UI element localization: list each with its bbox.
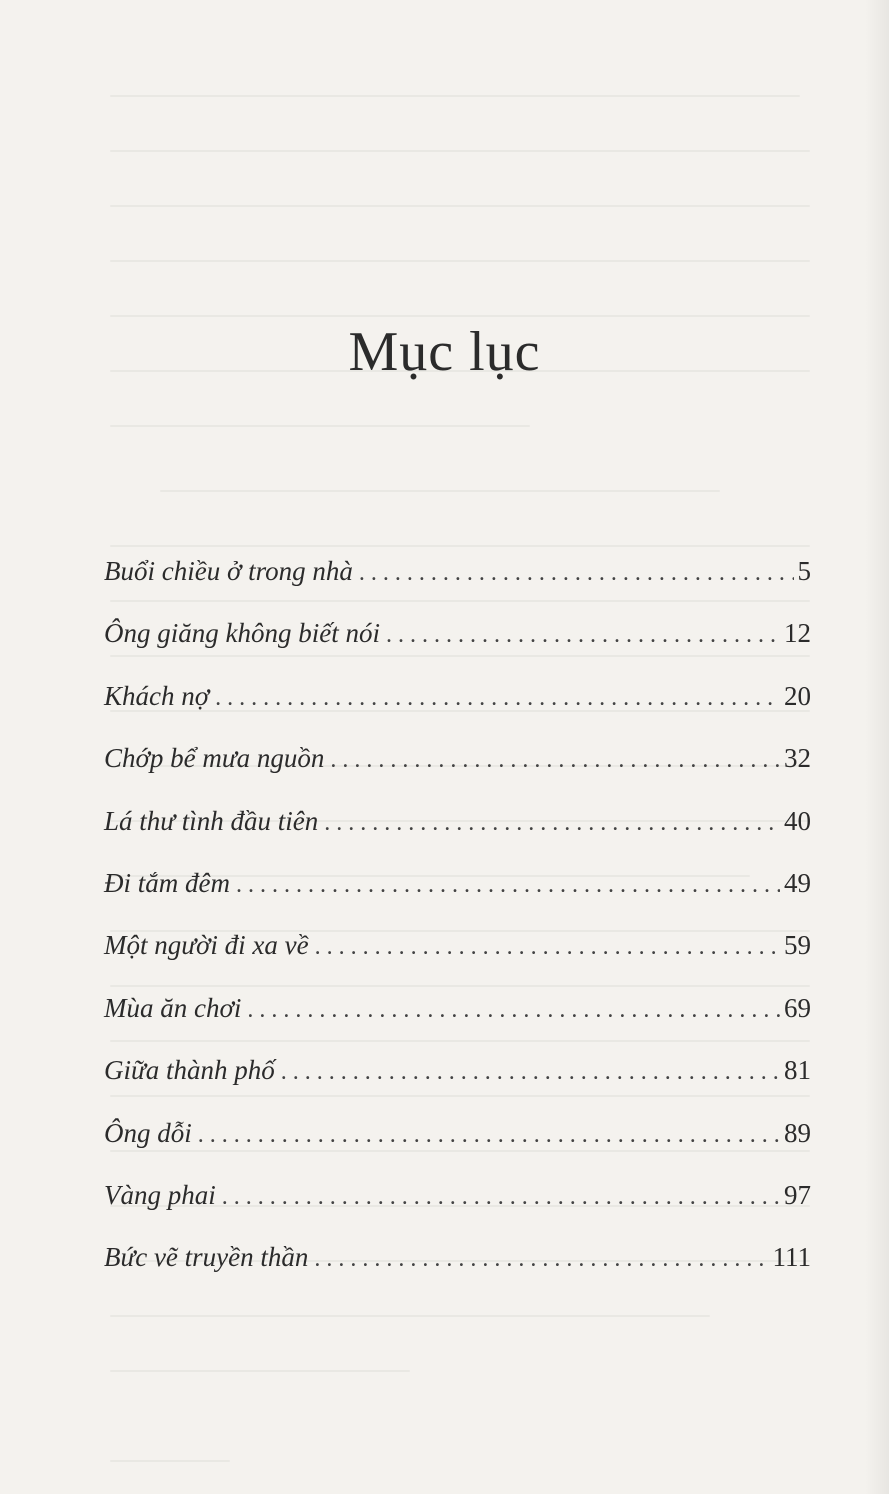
- toc-entry-title: Bức vẽ truyền thần: [104, 1242, 309, 1273]
- toc-entry-title: Đi tắm đêm: [104, 867, 230, 898]
- toc-leader-dots: [386, 622, 780, 649]
- toc-entry-title: Giữa thành phố: [104, 1055, 275, 1086]
- toc-leader-dots: [247, 997, 780, 1024]
- toc-leader-dots: [324, 810, 780, 837]
- toc-entry[interactable]: [104, 868, 811, 930]
- toc-leader-dots: [314, 1246, 768, 1273]
- toc-entry-page: 97: [784, 1179, 811, 1210]
- toc-entry[interactable]: [104, 681, 811, 743]
- toc-entry-title: Ông giăng không biết nói: [104, 618, 380, 649]
- toc-entry-title: Khách nợ: [104, 680, 210, 711]
- toc-leader-dots: [222, 1184, 780, 1211]
- toc-entry[interactable]: [104, 1118, 811, 1180]
- toc-entry-page: 69: [784, 992, 811, 1023]
- page-title: Mục lục: [348, 321, 541, 383]
- toc-leader-dots: [315, 934, 780, 961]
- toc-entry-title: Lá thư tình đầu tiên: [104, 805, 319, 836]
- toc-entry-title: Mùa ăn chơi: [104, 992, 242, 1023]
- toc-entry-title: Vàng phai: [104, 1179, 216, 1210]
- toc-entry[interactable]: [104, 618, 811, 680]
- toc-entry[interactable]: [104, 743, 811, 805]
- toc-entry[interactable]: [104, 1242, 811, 1304]
- toc-entry-page: 59: [784, 930, 811, 961]
- toc-leader-dots: [359, 560, 794, 587]
- toc-leader-dots: [330, 747, 780, 774]
- toc-leader-dots: [281, 1059, 780, 1086]
- toc-entry-page: 32: [784, 743, 811, 774]
- toc-entry-title: Ông dỗi: [104, 1117, 192, 1148]
- toc-entry-page: 12: [784, 618, 811, 649]
- toc-leader-dots: [198, 1122, 780, 1149]
- toc-entry-page: 81: [784, 1055, 811, 1086]
- toc-entry-page: 20: [784, 680, 811, 711]
- toc-entry-page: 49: [784, 867, 811, 898]
- toc-entry[interactable]: [104, 993, 811, 1055]
- toc-entry-page: 40: [784, 805, 811, 836]
- toc-leader-dots: [236, 872, 780, 899]
- toc-entry-page: 5: [797, 556, 811, 586]
- toc-entry[interactable]: [104, 556, 811, 618]
- toc-entry[interactable]: [104, 1180, 811, 1242]
- toc-entry-title: Một người đi xa về: [104, 930, 309, 961]
- toc-entry-title: Buổi chiều ở trong nhà: [104, 556, 353, 586]
- toc-entry-title: Chớp bể mưa nguồn: [104, 743, 325, 774]
- toc-entry[interactable]: [104, 1055, 811, 1117]
- toc-entry[interactable]: [104, 930, 811, 992]
- page-edge-shade: [865, 0, 889, 1494]
- toc-entry-page: 89: [784, 1117, 811, 1148]
- toc-entry-page: 111: [772, 1242, 811, 1273]
- toc-entry[interactable]: [104, 806, 811, 868]
- table-of-contents: [104, 556, 811, 1305]
- toc-leader-dots: [215, 685, 780, 712]
